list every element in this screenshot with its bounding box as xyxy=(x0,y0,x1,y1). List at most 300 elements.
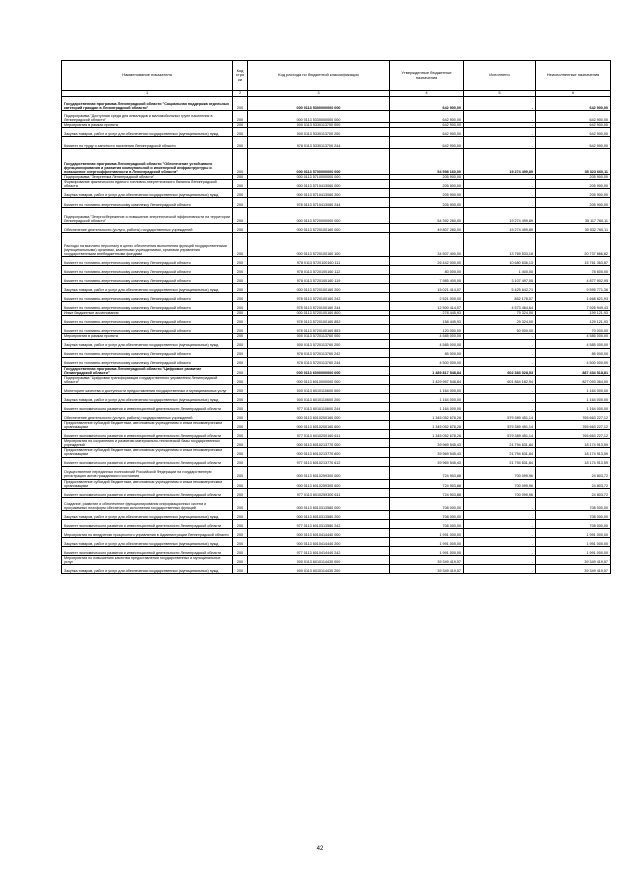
cell-classification-code: 000 0113 6010000000 000 xyxy=(248,375,390,384)
cell-name: Подпрограмма "Энергосбережение и повышение энергетической эффективности на территории Ленинградской области" xyxy=(62,208,233,224)
cell-approved: 1 345 052 678,26 xyxy=(390,430,464,439)
cell-executed: - xyxy=(464,393,536,402)
cell-executed: - xyxy=(464,128,536,137)
table-row xyxy=(62,224,611,233)
cell-unexecuted: 9 595 771,36 xyxy=(536,284,611,293)
cell-executed: - xyxy=(464,537,536,546)
cell-line-code: 200 xyxy=(233,375,248,384)
cell-approved: 708 000,00 xyxy=(390,497,464,510)
cell-line-code: 200 xyxy=(233,339,248,348)
table-row xyxy=(62,348,611,357)
cell-line-code: 200 xyxy=(233,311,248,316)
cell-name: Комитет по топливно-энергетическому комплексу Ленинградской области xyxy=(62,266,233,275)
cell-unexecuted: 129 121,93 xyxy=(536,316,611,325)
cell-executed: 700 099,96 xyxy=(464,479,536,488)
table-row xyxy=(62,537,611,546)
cell-name: Комитет по топливно-энергетическому комплексу Ленинградской области xyxy=(62,198,233,208)
cell-classification-code: 000 0113 6010200160 000 xyxy=(248,411,390,420)
cell-approved: 278 445,93 xyxy=(390,311,464,316)
table-row xyxy=(62,510,611,519)
cell-classification-code: 000 0113 5710000000 000 xyxy=(248,175,390,180)
cell-approved: 205 900,00 xyxy=(390,180,464,189)
cell-name: Закупка товаров, работ и услуг для обеспечения государственных (муниципальных) нужд xyxy=(62,339,233,348)
cell-name: Мероприятия по повышению качества предоставления государственных и муниципальных услуг xyxy=(62,555,233,564)
cell-line-code: 200 xyxy=(233,275,248,284)
cell-executed: - xyxy=(464,189,536,198)
table-body xyxy=(62,97,611,574)
cell-executed: - xyxy=(464,137,536,149)
table-row xyxy=(62,411,611,420)
cell-executed: - xyxy=(464,339,536,348)
cell-name: Комитет экономического развития и инвестиционной деятельности Ленинградской области xyxy=(62,457,233,466)
cell-approved: 1 164 000,00 xyxy=(390,393,464,402)
cell-classification-code: 000 0113 6010259300 000 xyxy=(248,466,390,479)
cell-approved: 724 903,88 xyxy=(390,479,464,488)
cell-executed: 3 107 497,05 xyxy=(464,275,536,284)
cell-name: Мониторинг качества и доступности предоставления государственных и муниципальных услуг xyxy=(62,384,233,393)
cell-unexecuted: 1 164 000,00 xyxy=(536,393,611,402)
cell-executed: 10 680 636,13 xyxy=(464,257,536,266)
cell-unexecuted: 18 174 913,59 xyxy=(536,439,611,448)
cell-approved: 120 000,00 xyxy=(390,325,464,334)
cell-classification-code: 977 0113 6010110600 244 xyxy=(248,402,390,411)
cell-executed: - xyxy=(464,519,536,528)
cell-line-code: 200 xyxy=(233,189,248,198)
cell-executed: 602 383 028,53 xyxy=(464,366,536,375)
header-executed: Исполнено xyxy=(464,61,536,91)
cell-line-code: 200 xyxy=(233,257,248,266)
cell-classification-code: 000 0113 6010114430 200 xyxy=(248,564,390,573)
cell-name: Иные бюджетные ассигнования xyxy=(62,311,233,316)
cell-name: Подпрограмма "Энергетика Ленинградской области" xyxy=(62,175,233,180)
cell-executed: 5 425 642,71 xyxy=(464,284,536,293)
cell-classification-code: 000 0113 5720113760 200 xyxy=(248,339,390,348)
cell-line-code: 200 xyxy=(233,366,248,375)
cell-classification-code: 978 0113 5710413060 244 xyxy=(248,198,390,208)
cell-line-code: 200 xyxy=(233,439,248,448)
cell-name: Закупка товаров, работ и услуг для обеспечения государственных (муниципальных) нужд xyxy=(62,189,233,198)
page-number: 42 xyxy=(316,846,324,852)
cell-executed: - xyxy=(464,180,536,189)
cell-unexecuted: 18 174 913,59 xyxy=(536,457,611,466)
cell-line-code: 200 xyxy=(233,224,248,233)
cell-unexecuted: 85 000,00 xyxy=(536,348,611,357)
cell-classification-code: 978 0113 5720100160 119 xyxy=(248,275,390,284)
cell-line-code: 200 xyxy=(233,519,248,528)
cell-executed: - xyxy=(464,528,536,537)
cell-classification-code: 977 0113 6010313580 242 xyxy=(248,519,390,528)
cell-approved: 39 349 419,57 xyxy=(390,564,464,573)
cell-line-code: 200 xyxy=(233,510,248,519)
header-line-code: Код стро ки xyxy=(233,61,248,91)
cell-classification-code: 000 0113 6010414440 000 xyxy=(248,528,390,537)
cell-unexecuted: 1 164 000,00 xyxy=(536,384,611,393)
header-unexecuted: Неисполненные назначения xyxy=(536,61,611,91)
cell-classification-code: 978 0113 5720113760 242 xyxy=(248,348,390,357)
budget-execution-table xyxy=(61,60,611,574)
cell-approved: 724 903,88 xyxy=(390,466,464,479)
cell-executed: 21 794 631,84 xyxy=(464,448,536,457)
cell-approved: 724 903,88 xyxy=(390,488,464,497)
cell-executed: - xyxy=(464,357,536,366)
cell-executed: - xyxy=(464,384,536,393)
cell-line-code: 200 xyxy=(233,123,248,128)
cell-classification-code: 977 0113 6010259300 611 xyxy=(248,488,390,497)
cell-name: Подпрограмма "Доступная среда для инвалидов и маломобильных групп населения в Ленинградской области" xyxy=(62,111,233,123)
cell-classification-code: 978 0113 5720100160 112 xyxy=(248,266,390,275)
table-row xyxy=(62,564,611,573)
cell-name: Комитет экономического развития и инвестиционной деятельности Ленинградской области xyxy=(62,488,233,497)
cell-classification-code: 000 0113 5720100160 100 xyxy=(248,233,390,257)
cell-name: Расходы на выплаты персоналу в целях обеспечения выполнения функций государственными (муниципальными) органами, казенными учреждениями, органами управления государственными внебюджетными фондами xyxy=(62,233,233,257)
table-row xyxy=(62,275,611,284)
cell-approved: 7 985 400,00 xyxy=(390,275,464,284)
cell-unexecuted: 35 117 760,11 xyxy=(536,208,611,224)
cell-classification-code: 977 0113 6010213770 612 xyxy=(248,457,390,466)
table-row xyxy=(62,302,611,311)
cell-name: Комитет по топливно-энергетическому комплексу Ленинградской области xyxy=(62,348,233,357)
cell-classification-code: 000 0113 6010213770 600 xyxy=(248,448,390,457)
table-row xyxy=(62,439,611,448)
cell-line-code: 200 xyxy=(233,198,248,208)
table-row xyxy=(62,97,611,111)
table-row xyxy=(62,555,611,564)
cell-name: Формирование фактического единого топливно-энергетического баланса Ленинградской области xyxy=(62,180,233,189)
cell-executed: 21 794 631,84 xyxy=(464,439,536,448)
cell-line-code: 200 xyxy=(233,137,248,149)
cell-classification-code: 000 0113 6010110600 200 xyxy=(248,393,390,402)
cell-name: Государственная программа Ленинградской области "Цифровое развитие Ленинградской области" xyxy=(62,366,233,375)
cell-line-code: 200 xyxy=(233,488,248,497)
cell-approved: 642 900,00 xyxy=(390,128,464,137)
cell-executed: - xyxy=(464,123,536,128)
cell-classification-code: 000 0113 6010259300 600 xyxy=(248,479,390,488)
cell-approved: 708 000,00 xyxy=(390,519,464,528)
cell-executed: - xyxy=(464,334,536,339)
table-row xyxy=(62,198,611,208)
cell-name: Обеспечение деятельности (услуги, работы) государственных учреждений xyxy=(62,224,233,233)
table-row xyxy=(62,479,611,488)
cell-name: Закупка товаров, работ и услуг для обеспечения государственных (муниципальных) нужд xyxy=(62,564,233,573)
cell-unexecuted: 1 991 000,00 xyxy=(536,537,611,546)
cell-approved: 39 969 545,43 xyxy=(390,457,464,466)
table-row xyxy=(62,111,611,123)
cell-name: Комитет по топливно-энергетическому комплексу Ленинградской области xyxy=(62,257,233,266)
cell-unexecuted: 199 121,93 xyxy=(536,311,611,316)
cell-approved: 39 969 545,43 xyxy=(390,439,464,448)
cell-approved: 39 349 419,57 xyxy=(390,555,464,564)
table-row xyxy=(62,325,611,334)
cell-line-code: 200 xyxy=(233,175,248,180)
cell-name: Мероприятия в рамках проекта xyxy=(62,123,233,128)
cell-executed: - xyxy=(464,510,536,519)
cell-unexecuted: 205 900,00 xyxy=(536,175,611,180)
cell-approved: 12 500 414,07 xyxy=(390,302,464,311)
cell-executed: 21 794 631,84 xyxy=(464,457,536,466)
table-row xyxy=(62,316,611,325)
cell-classification-code: 000 0113 5720000000 000 xyxy=(248,208,390,224)
cell-unexecuted: 4 585 000,00 xyxy=(536,339,611,348)
cell-unexecuted: 205 900,00 xyxy=(536,180,611,189)
cell-unexecuted: 708 000,00 xyxy=(536,497,611,510)
cell-line-code: 200 xyxy=(233,97,248,111)
cell-executed: 1 400,00 xyxy=(464,266,536,275)
cell-executed: 13 769 533,18 xyxy=(464,233,536,257)
cell-classification-code: 000 0113 6010213770 000 xyxy=(248,439,390,448)
cell-classification-code: 977 0113 6010414440 242 xyxy=(248,546,390,555)
cell-classification-code: 978 0113 5720100160 111 xyxy=(248,257,390,266)
cell-name: Комитет экономического развития и инвестиционной деятельности Ленинградской области xyxy=(62,430,233,439)
cell-unexecuted: 4 500 000,00 xyxy=(536,357,611,366)
cell-line-code: 200 xyxy=(233,325,248,334)
cell-name: Мероприятия по сохранению и развитию материально-технической базы государственных учреждений xyxy=(62,439,233,448)
cell-name: Закупка товаров, работ и услуг для обеспечения государственных (муниципальных) нужд xyxy=(62,284,233,293)
cell-unexecuted: 18 174 913,59 xyxy=(536,448,611,457)
cell-classification-code: 000 0113 5300000000 000 xyxy=(248,97,390,111)
cell-name: Комитет экономического развития и инвестиционной деятельности Ленинградской области xyxy=(62,546,233,555)
cell-executed: 4 573 464,64 xyxy=(464,302,536,311)
cell-approved: 1 345 052 678,26 xyxy=(390,420,464,429)
table-row xyxy=(62,497,611,510)
cell-executed: - xyxy=(464,175,536,180)
cell-name: Комитет по топливно-энергетическому комплексу Ленинградской области xyxy=(62,325,233,334)
cell-name: Закупка товаров, работ и услуг для обеспечения государственных (муниципальных) нужд xyxy=(62,510,233,519)
header-indicator-name: Наименование показателя xyxy=(62,61,233,91)
cell-classification-code: 978 0113 5720100160 242 xyxy=(248,293,390,302)
table-row xyxy=(62,284,611,293)
cell-line-code: 200 xyxy=(233,393,248,402)
cell-classification-code: 000 0113 6000000000 000 xyxy=(248,366,390,375)
cell-approved: 205 900,00 xyxy=(390,189,464,198)
cell-line-code: 200 xyxy=(233,357,248,366)
cell-approved: 205 900,00 xyxy=(390,175,464,180)
cell-approved: 15 021 414,07 xyxy=(390,284,464,293)
table-row xyxy=(62,375,611,384)
cell-classification-code: 978 0113 5720100160 853 xyxy=(248,325,390,334)
cell-line-code: 200 xyxy=(233,348,248,357)
cell-executed: - xyxy=(464,198,536,208)
cell-approved: 1 991 000,00 xyxy=(390,537,464,546)
table-row xyxy=(62,233,611,257)
cell-executed: 852 178,07 xyxy=(464,293,536,302)
cell-executed: 29 324,00 xyxy=(464,316,536,325)
table-row xyxy=(62,546,611,555)
cell-unexecuted: 887 434 518,81 xyxy=(536,366,611,375)
cell-unexecuted: 765 663 227,12 xyxy=(536,420,611,429)
cell-approved: 54 598 160,00 xyxy=(390,149,464,175)
cell-unexecuted: 24 803,72 xyxy=(536,479,611,488)
cell-name: Закупка товаров, работ и услуг для обеспечения государственных (муниципальных) нужд xyxy=(62,537,233,546)
table-row xyxy=(62,402,611,411)
cell-line-code: 200 xyxy=(233,208,248,224)
cell-unexecuted: 205 900,00 xyxy=(536,189,611,198)
cell-unexecuted: 1 668 821,93 xyxy=(536,293,611,302)
cell-line-code: 200 xyxy=(233,149,248,175)
cell-executed: 579 389 451,14 xyxy=(464,420,536,429)
report-sheet xyxy=(61,60,610,574)
cell-classification-code: 000 0113 5720100160 200 xyxy=(248,284,390,293)
table-row xyxy=(62,339,611,348)
cell-unexecuted: 4 877 902,95 xyxy=(536,275,611,284)
cell-classification-code: 000 0113 5720100160 800 xyxy=(248,311,390,316)
cell-name: Комитет экономического развития и инвестиционной деятельности Ленинградской области xyxy=(62,402,233,411)
cell-classification-code: 000 0113 5330000000 000 xyxy=(248,111,390,123)
table-row xyxy=(62,528,611,537)
cell-classification-code: 000 0113 5330113700 200 xyxy=(248,128,390,137)
cell-approved: 1 489 817 548,84 xyxy=(390,366,464,375)
cell-executed: - xyxy=(464,111,536,123)
cell-unexecuted: 39 349 419,57 xyxy=(536,555,611,564)
cell-line-code: 200 xyxy=(233,479,248,488)
header-approved: Утвержденные бюджетные назначения xyxy=(390,61,464,91)
cell-name: Комитет по топливно-энергетическому комплексу Ленинградской области xyxy=(62,316,233,325)
table-row xyxy=(62,189,611,198)
table-row xyxy=(62,519,611,528)
cell-approved: 158 445,93 xyxy=(390,316,464,325)
cell-executed: - xyxy=(464,97,536,111)
cell-line-code: 200 xyxy=(233,334,248,339)
table-row xyxy=(62,208,611,224)
table-row xyxy=(62,137,611,149)
cell-name: Комитет по топливно-энергетическому комплексу Ленинградской области xyxy=(62,275,233,284)
cell-executed: 50 000,00 xyxy=(464,325,536,334)
cell-executed: - xyxy=(464,555,536,564)
cell-unexecuted: 827 093 364,00 xyxy=(536,375,611,384)
cell-approved: 1 164 000,00 xyxy=(390,402,464,411)
cell-name: Мероприятия в рамках проекта xyxy=(62,334,233,339)
header-classification-code: Код расхода по бюджетной классификации xyxy=(248,61,390,91)
cell-name: Комитет по топливно-энергетическому комплексу Ленинградской области xyxy=(62,293,233,302)
cell-approved: 49 807 260,00 xyxy=(390,224,464,233)
cell-unexecuted: 24 803,72 xyxy=(536,466,611,479)
column-number: 6 xyxy=(536,91,611,97)
cell-approved: 642 900,00 xyxy=(390,137,464,149)
cell-approved: 54 392 260,00 xyxy=(390,208,464,224)
cell-line-code: 200 xyxy=(233,316,248,325)
cell-approved: 85 000,00 xyxy=(390,348,464,357)
cell-approved: 642 900,00 xyxy=(390,97,464,111)
cell-classification-code: 977 0113 6010200160 611 xyxy=(248,430,390,439)
cell-approved: 1 164 000,00 xyxy=(390,384,464,393)
cell-line-code: 200 xyxy=(233,284,248,293)
cell-unexecuted: 4 585 000,00 xyxy=(536,334,611,339)
table-row xyxy=(62,128,611,137)
cell-unexecuted: 765 663 227,12 xyxy=(536,411,611,420)
cell-unexecuted: 708 000,00 xyxy=(536,519,611,528)
column-number: 5 xyxy=(464,91,536,97)
cell-unexecuted: 765 663 227,12 xyxy=(536,430,611,439)
table-row xyxy=(62,266,611,275)
table-header-row xyxy=(62,61,611,91)
cell-unexecuted: 7 926 949,43 xyxy=(536,302,611,311)
cell-approved: 34 507 400,00 xyxy=(390,233,464,257)
cell-name: Предоставление субсидий бюджетным, автономным учреждениям и иным некоммерческим организациям xyxy=(62,420,233,429)
cell-line-code: 200 xyxy=(233,411,248,420)
cell-name: Подпрограмма "Цифровая трансформация государственного управления Ленинградской области" xyxy=(62,375,233,384)
cell-classification-code: 978 0113 5720113760 244 xyxy=(248,357,390,366)
cell-executed: - xyxy=(464,348,536,357)
cell-approved: 1 429 957 548,84 xyxy=(390,375,464,384)
cell-classification-code: 000 0113 5720113760 000 xyxy=(248,334,390,339)
cell-executed: 79 324,00 xyxy=(464,311,536,316)
cell-unexecuted: 642 900,00 xyxy=(536,111,611,123)
cell-executed: 19 274 499,89 xyxy=(464,208,536,224)
cell-line-code: 200 xyxy=(233,546,248,555)
cell-line-code: 200 xyxy=(233,180,248,189)
column-number: 3 xyxy=(248,91,390,97)
cell-approved: 708 000,00 xyxy=(390,510,464,519)
cell-executed: 601 864 182,94 xyxy=(464,375,536,384)
cell-unexecuted: 642 900,00 xyxy=(536,97,611,111)
cell-executed: - xyxy=(464,402,536,411)
cell-line-code: 200 xyxy=(233,537,248,546)
cell-line-code: 200 xyxy=(233,420,248,429)
cell-approved: 26 442 000,00 xyxy=(390,257,464,266)
column-number: 4 xyxy=(390,91,464,97)
cell-line-code: 200 xyxy=(233,466,248,479)
cell-classification-code: 000 0113 5710413060 000 xyxy=(248,180,390,189)
table-row xyxy=(62,180,611,189)
table-row xyxy=(62,257,611,266)
table-row xyxy=(62,466,611,479)
cell-line-code: 200 xyxy=(233,402,248,411)
cell-name: Закупка товаров, работ и услуг для обеспечения государственных (муниципальных) нужд xyxy=(62,128,233,137)
cell-classification-code: 000 0113 5720100160 000 xyxy=(248,224,390,233)
cell-executed: 19 274 499,89 xyxy=(464,149,536,175)
cell-line-code: 200 xyxy=(233,528,248,537)
cell-approved: 1 345 052 678,26 xyxy=(390,411,464,420)
cell-line-code: 200 xyxy=(233,457,248,466)
cell-name: Комитет экономического развития и инвестиционной деятельности Ленинградской области xyxy=(62,519,233,528)
cell-name: Закупка товаров, работ и услуг для обеспечения государственных (муниципальных) нужд xyxy=(62,393,233,402)
cell-unexecuted: 1 991 000,00 xyxy=(536,528,611,537)
cell-name: Осуществление переданных полномочий Российской Федерации на государственную регистрацию актов гражданского состояния xyxy=(62,466,233,479)
cell-approved: 4 500 000,00 xyxy=(390,357,464,366)
cell-classification-code: 000 0113 6010110600 000 xyxy=(248,384,390,393)
cell-unexecuted: 205 900,00 xyxy=(536,198,611,208)
cell-classification-code: 978 0113 5720100160 852 xyxy=(248,316,390,325)
table-row xyxy=(62,393,611,402)
cell-classification-code: 000 0113 5710413060 200 xyxy=(248,189,390,198)
cell-executed: - xyxy=(464,564,536,573)
column-number: 1 xyxy=(62,91,233,97)
cell-unexecuted: 35 323 660,11 xyxy=(536,149,611,175)
table-row xyxy=(62,457,611,466)
cell-line-code: 200 xyxy=(233,293,248,302)
cell-name: Государственная программа Ленинградской области "Социальная поддержка отдельных категорий граждан в Ленинградской области" xyxy=(62,97,233,111)
cell-approved: 4 585 000,00 xyxy=(390,334,464,339)
cell-unexecuted: 708 000,00 xyxy=(536,510,611,519)
cell-unexecuted: 642 900,00 xyxy=(536,123,611,128)
cell-line-code: 200 xyxy=(233,128,248,137)
cell-unexecuted: 24 803,72 xyxy=(536,488,611,497)
table-row xyxy=(62,366,611,375)
cell-executed: - xyxy=(464,546,536,555)
table-row xyxy=(62,149,611,175)
cell-executed: 700 099,96 xyxy=(464,466,536,479)
cell-approved: 80 000,00 xyxy=(390,266,464,275)
cell-classification-code: 000 0113 6010414440 200 xyxy=(248,537,390,546)
cell-approved: 642 900,00 xyxy=(390,123,464,128)
cell-classification-code: 000 0113 5330113700 000 xyxy=(248,123,390,128)
cell-classification-code: 000 0113 6010313580 000 xyxy=(248,497,390,510)
cell-executed: - xyxy=(464,497,536,510)
cell-executed: 579 389 451,14 xyxy=(464,430,536,439)
table-row xyxy=(62,430,611,439)
cell-executed: 579 389 451,14 xyxy=(464,411,536,420)
cell-line-code: 200 xyxy=(233,564,248,573)
table-row xyxy=(62,293,611,302)
